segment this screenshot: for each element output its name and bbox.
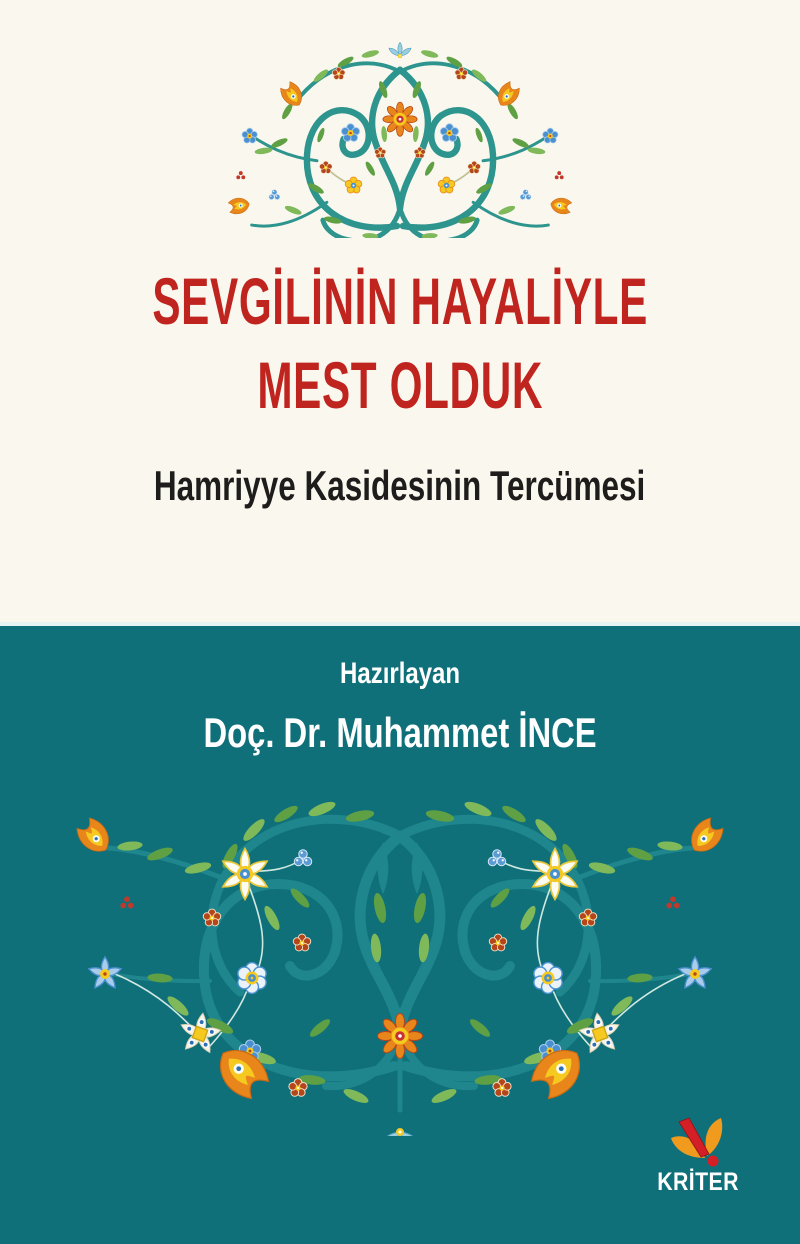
floral-arabesque-ornament-bottom [60,796,740,1136]
preparer-name: Doç. Dr. Muhammet İNCE [203,709,597,756]
cover-bottom-section [0,622,800,1244]
kriter-flower-logo-icon [669,1114,727,1168]
preparer-label: Hazırlayan [339,657,461,690]
publisher-logo [646,1114,750,1195]
publisher-name: KRİTER [657,1168,739,1196]
book-title-line2: MEST OLDUK [257,348,543,422]
floral-arabesque-ornament-top [222,40,578,238]
book-title-line1: SEVGİLİNİN HAYALİYLE [152,264,648,338]
book-subtitle: Hamriyye Kasidesinin Tercümesi [154,462,646,509]
